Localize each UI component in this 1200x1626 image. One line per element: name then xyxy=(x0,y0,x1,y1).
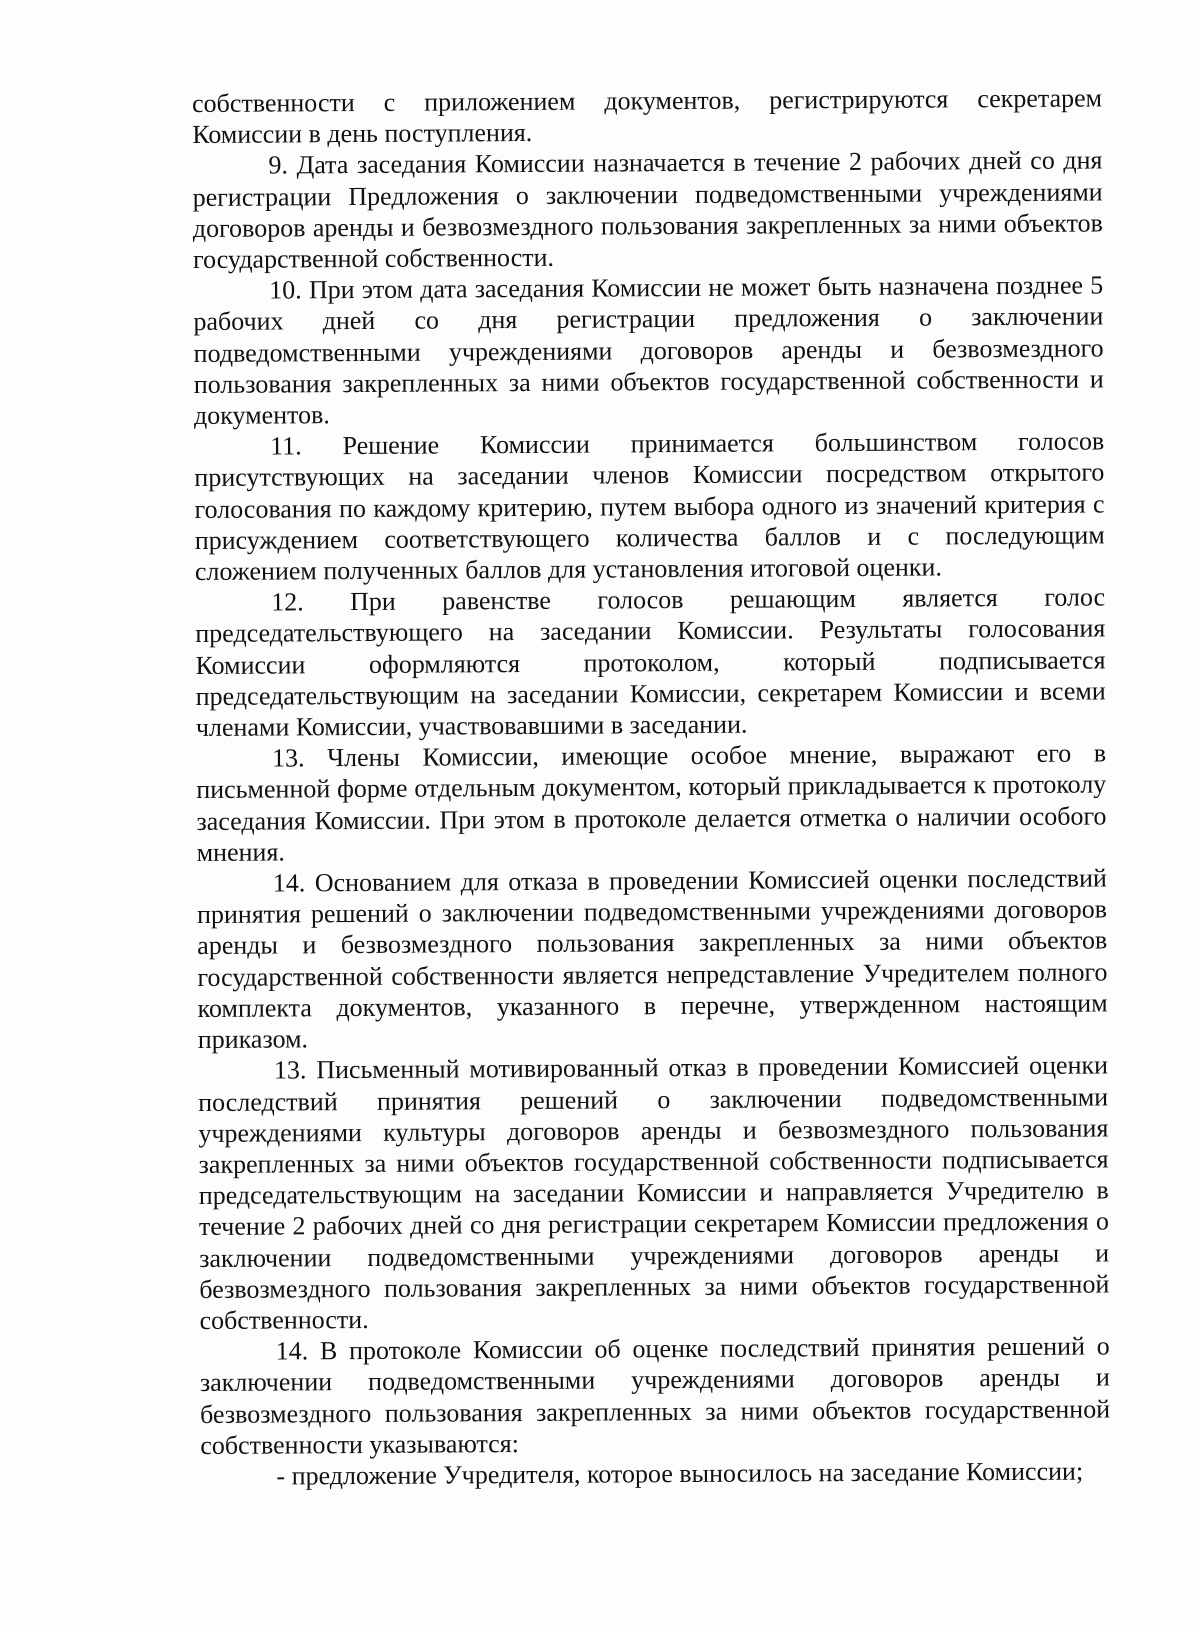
paragraph-14-second: 14. В протоколе Комиссии об оценке последствий принятия решений о заключении подведомственными учреждениями договоров аренды и безвозмездного пользования закрепленных за ними объектов государственной собственности указываются: xyxy=(199,1331,1111,1460)
paragraph-continuation: собственности с приложением документов, регистрируются секретарем Комиссии в день поступления. xyxy=(192,83,1103,150)
paragraph-13: 13. Члены Комиссии, имеющие особое мнение, выражают его в письменной форме отдельным документом, который прикладывается к протоколу заседания Комиссии. При этом в протоколе делается отметка о наличии особого мнения. xyxy=(196,738,1107,867)
paragraph-10: 10. При этом дата заседания Комиссии не может быть назначена позднее 5 рабочих дней со дня регистрации предложения о заключении подведомственными учреждениями договоров аренды и безвозмездного пользования закрепленных за ними объектов государственной собственности и документов. xyxy=(193,270,1104,431)
paragraph-11: 11. Решение Комиссии принимается большинством голосов присутствующих на заседании членов Комиссии посредством открытого голосования по каждому критерию, путем выбора одного из значений критерия с присуждением соответствующего количества баллов и с последующим сложением полученных баллов для установления итоговой оценки. xyxy=(194,426,1105,587)
paragraph-14: 14. Основанием для отказа в проведении Комиссией оценки последствий принятия решений о заключении подведомственными учреждениями договоров аренды и безвозмездного пользования закрепленных за ними объектов государственной собственности является непредставление Учредителем полного комплекта документов, указанного в перечне, утвержденном настоящим приказом. xyxy=(196,863,1108,1055)
document-body xyxy=(192,82,1111,1492)
paragraph-12: 12. При равенстве голосов решающим является голос председательствующего на заседании Комиссии. Результаты голосования Комиссии оформляются протоколом, который подписывается председательствующим на заседании Комиссии, секретарем Комиссии и всеми членами Комиссии, участвовавшими в заседании. xyxy=(195,582,1106,743)
paragraph-13-second: 13. Письменный мотивированный отказ в проведении Комиссией оценки последствий принятия решений о заключении подведомственными учреждениями культуры договоров аренды и безвозмездного пользования закрепленных за ними объектов государственной собственности подписывается председательствующим на заседании Комиссии и направляется Учредителю в течение 2 рабочих дней со дня регистрации секретарем Комиссии предложения о заключении подведомственными учреждениями договоров аренды и безвозмездного пользования закрепленных за ними объектов государственной собственности. xyxy=(198,1050,1110,1335)
paragraph-9: 9. Дата заседания Комиссии назначается в течение 2 рабочих дней со дня регистрации Предложения о заключении подведомственными учреждениями договоров аренды и безвозмездного пользования закрепленных за ними объектов государственной собственности. xyxy=(192,145,1103,275)
list-item: - предложение Учредителя, которое выносилось на заседание Комиссии; xyxy=(276,1456,1084,1491)
